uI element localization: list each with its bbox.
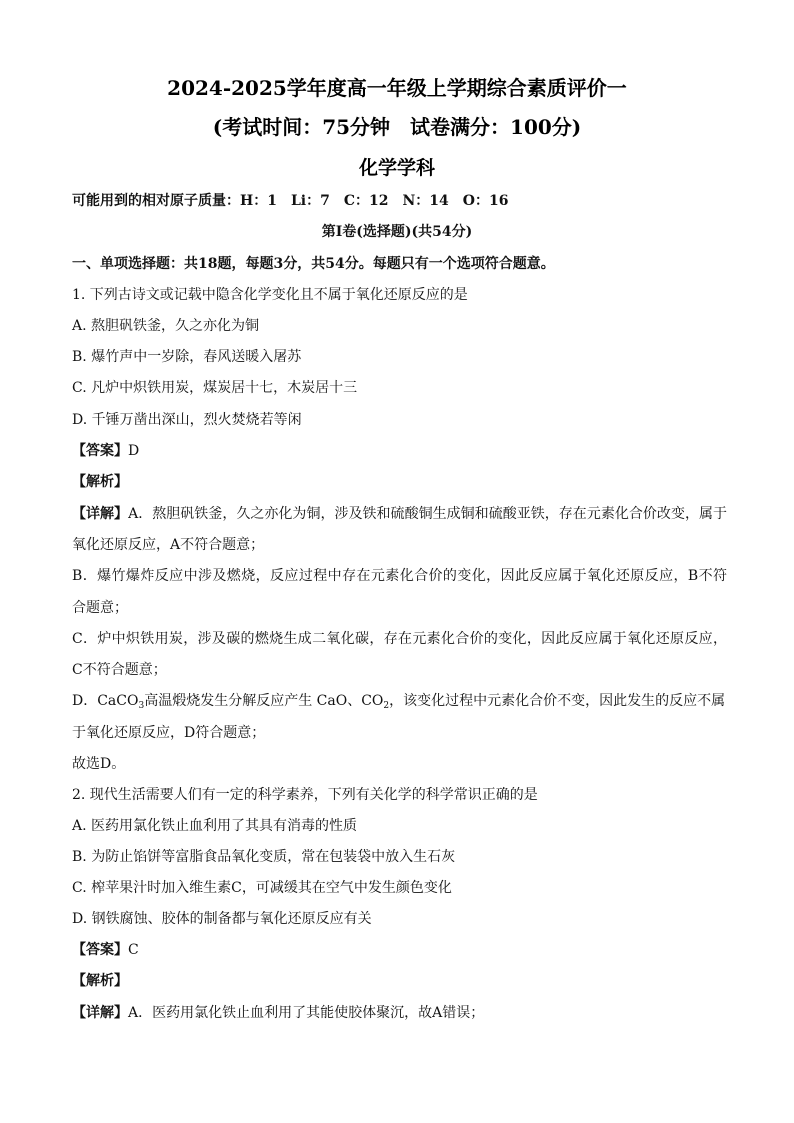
question-1-analysis-tag: 【解析】 bbox=[72, 474, 128, 490]
question-2-option-b: B. 为防止馅饼等富脂食品氧化变质，常在包装袋中放入生石灰 bbox=[72, 849, 456, 865]
question-1-stem: 1. 下列古诗文或记载中隐含化学变化且不属于氧化还原反应的是 bbox=[72, 287, 468, 303]
question-1-conclusion: 故选D。 bbox=[72, 756, 126, 772]
detail-a-text: A．医药用氯化铁止血利用了其能使胶体聚沉，故A错误； bbox=[128, 1005, 485, 1021]
question-1-detail-a-cont: 氧化还原反应，A不符合题意； bbox=[72, 537, 265, 553]
detail-tag: 【详解】 bbox=[72, 1005, 128, 1021]
question-1-detail-a bbox=[72, 504, 727, 524]
answer-tag: 【答案】 bbox=[72, 942, 128, 958]
detail-d-sub-3: 3 bbox=[138, 701, 145, 711]
exam-title: 2024-2025学年度高一年级上学期综合素质评价一 bbox=[167, 76, 627, 100]
question-1-option-a: A. 熬胆矾铁釜，久之亦化为铜 bbox=[72, 318, 260, 334]
detail-tag: 【详解】 bbox=[72, 506, 129, 522]
question-2-option-c: C. 榨苹果汁时加入维生素C，可减缓其在空气中发生颜色变化 bbox=[72, 880, 452, 896]
question-1-detail-d bbox=[72, 691, 727, 711]
question-2-analysis-tag: 【解析】 bbox=[72, 973, 128, 989]
question-1-option-c: C. 凡炉中炽铁用炭，煤炭居十七，木炭居十三 bbox=[72, 380, 358, 396]
detail-d-prefix: D．CaCO bbox=[72, 693, 139, 709]
question-2-answer bbox=[72, 940, 727, 960]
question-1-option-d: D. 千锤万凿出深山，烈火焚烧若等闲 bbox=[72, 412, 302, 428]
atomic-masses: 可能用到的相对原子质量：H：1 Li：7 C：12 N：14 O：16 bbox=[72, 193, 509, 209]
answer-value: C bbox=[128, 942, 139, 958]
question-1-detail-d-cont: 于氧化还原反应，D符合题意； bbox=[72, 725, 266, 741]
section-title: 一、单项选择题：共18题，每题3分，共54分。每题只有一个选项符合题意。 bbox=[72, 256, 555, 272]
exam-info: (考试时间：75分钟 试卷满分：100分) bbox=[212, 115, 582, 139]
question-2-option-d: D. 钢铁腐蚀、胶体的制备都与氧化还原反应有关 bbox=[72, 911, 372, 927]
detail-d-mid: 高温煅烧发生分解反应产生 CaO、CO bbox=[144, 693, 384, 709]
detail-d-sub-2: 2 bbox=[383, 701, 390, 711]
answer-value: D bbox=[128, 443, 140, 459]
question-2-stem: 2. 现代生活需要人们有一定的科学素养，下列有关化学的科学常识正确的是 bbox=[72, 787, 538, 803]
question-1-option-b: B. 爆竹声中一岁除，春风送暖入屠苏 bbox=[72, 349, 302, 365]
question-1-answer bbox=[72, 441, 727, 461]
detail-d-rest: ，该变化过程中元素化合价不变，因此发生的反应不属 bbox=[389, 693, 726, 709]
part-title: 第Ⅰ卷(选择题)(共54分) bbox=[321, 224, 473, 240]
detail-a-text: A．熬胆矾铁釜，久之亦化为铜，涉及铁和硫酸铜生成铜和硫酸亚铁，存在元素化合价改变，属于 bbox=[128, 506, 727, 522]
question-1-detail-c-cont: C不符合题意； bbox=[72, 662, 167, 678]
question-2-option-a: A. 医药用氯化铁止血利用了其具有消毒的性质 bbox=[72, 818, 358, 834]
question-2-detail-a bbox=[72, 1003, 727, 1023]
question-1-detail-c: C．炉中炽铁用炭，涉及碳的燃烧生成二氧化碳，存在元素化合价的变化，因此反应属于氧化还原反应， bbox=[72, 631, 727, 647]
answer-tag: 【答案】 bbox=[72, 443, 128, 459]
question-1-detail-b: B．爆竹爆炸反应中涉及燃烧，反应过程中存在元素化合价的变化，因此反应属于氧化还原反应，B不符 bbox=[72, 568, 727, 584]
question-1-detail-b-cont: 合题意； bbox=[72, 600, 128, 616]
subject-title: 化学学科 bbox=[358, 157, 435, 179]
